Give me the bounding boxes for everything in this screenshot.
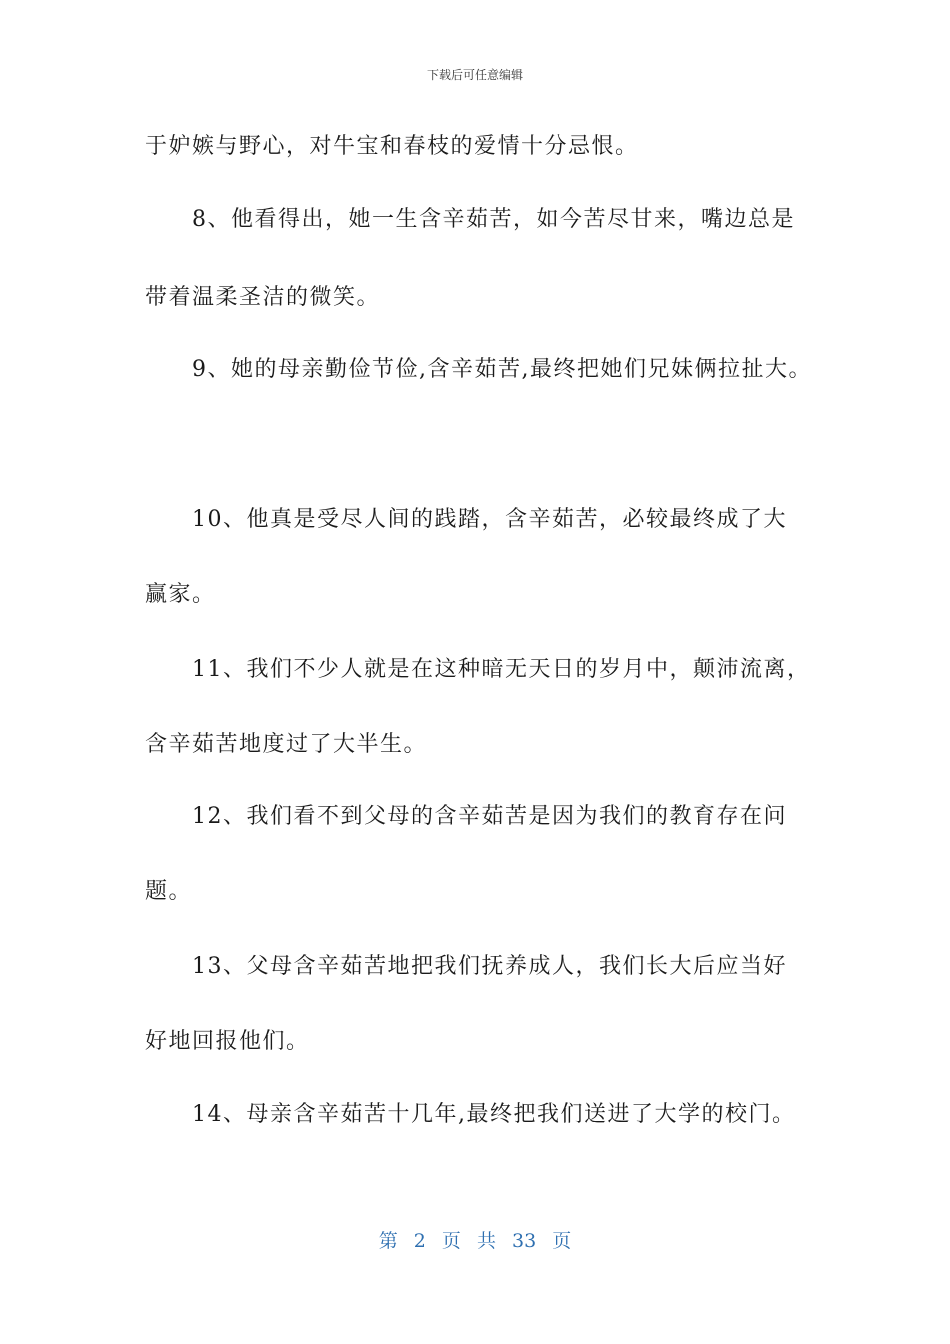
text-line: 含辛茹苦地度过了大半生。 [145, 732, 428, 757]
text-line: 9、她的母亲勤俭节俭,含辛茹苦,最终把她们兄妹俩拉扯大。 [192, 357, 812, 382]
text-line: 好地回报他们。 [145, 1029, 310, 1054]
text-line: 赢家。 [145, 582, 216, 607]
text-line: 12、我们看不到父母的含辛茹苦是因为我们的教育存在问 [192, 804, 787, 829]
text-line: 带着温柔圣洁的微笑。 [145, 285, 381, 310]
header-note: 下载后可任意编辑 [426, 68, 523, 82]
text-line: 题。 [145, 879, 193, 904]
text-line: 10、他真是受尽人间的践踏，含辛茹苦，必较最终成了大 [192, 507, 787, 532]
text-line: 13、父母含辛茹苦地把我们抚养成人，我们长大后应当好 [192, 954, 787, 979]
text-line: 8、他看得出，她一生含辛茹苦，如今苦尽甘来，嘴边总是 [192, 207, 795, 232]
text-line: 14、母亲含辛茹苦十几年,最终把我们送进了大学的校门。 [192, 1102, 796, 1127]
text-line: 于妒嫉与野心，对牛宝和春枝的爱情十分忌恨。 [145, 134, 639, 159]
text-line: 11、我们不少人就是在这种暗无天日的岁月中，颠沛流离， [192, 657, 811, 682]
page-number-footer: 第 2 页 共 33 页 [378, 1230, 572, 1252]
